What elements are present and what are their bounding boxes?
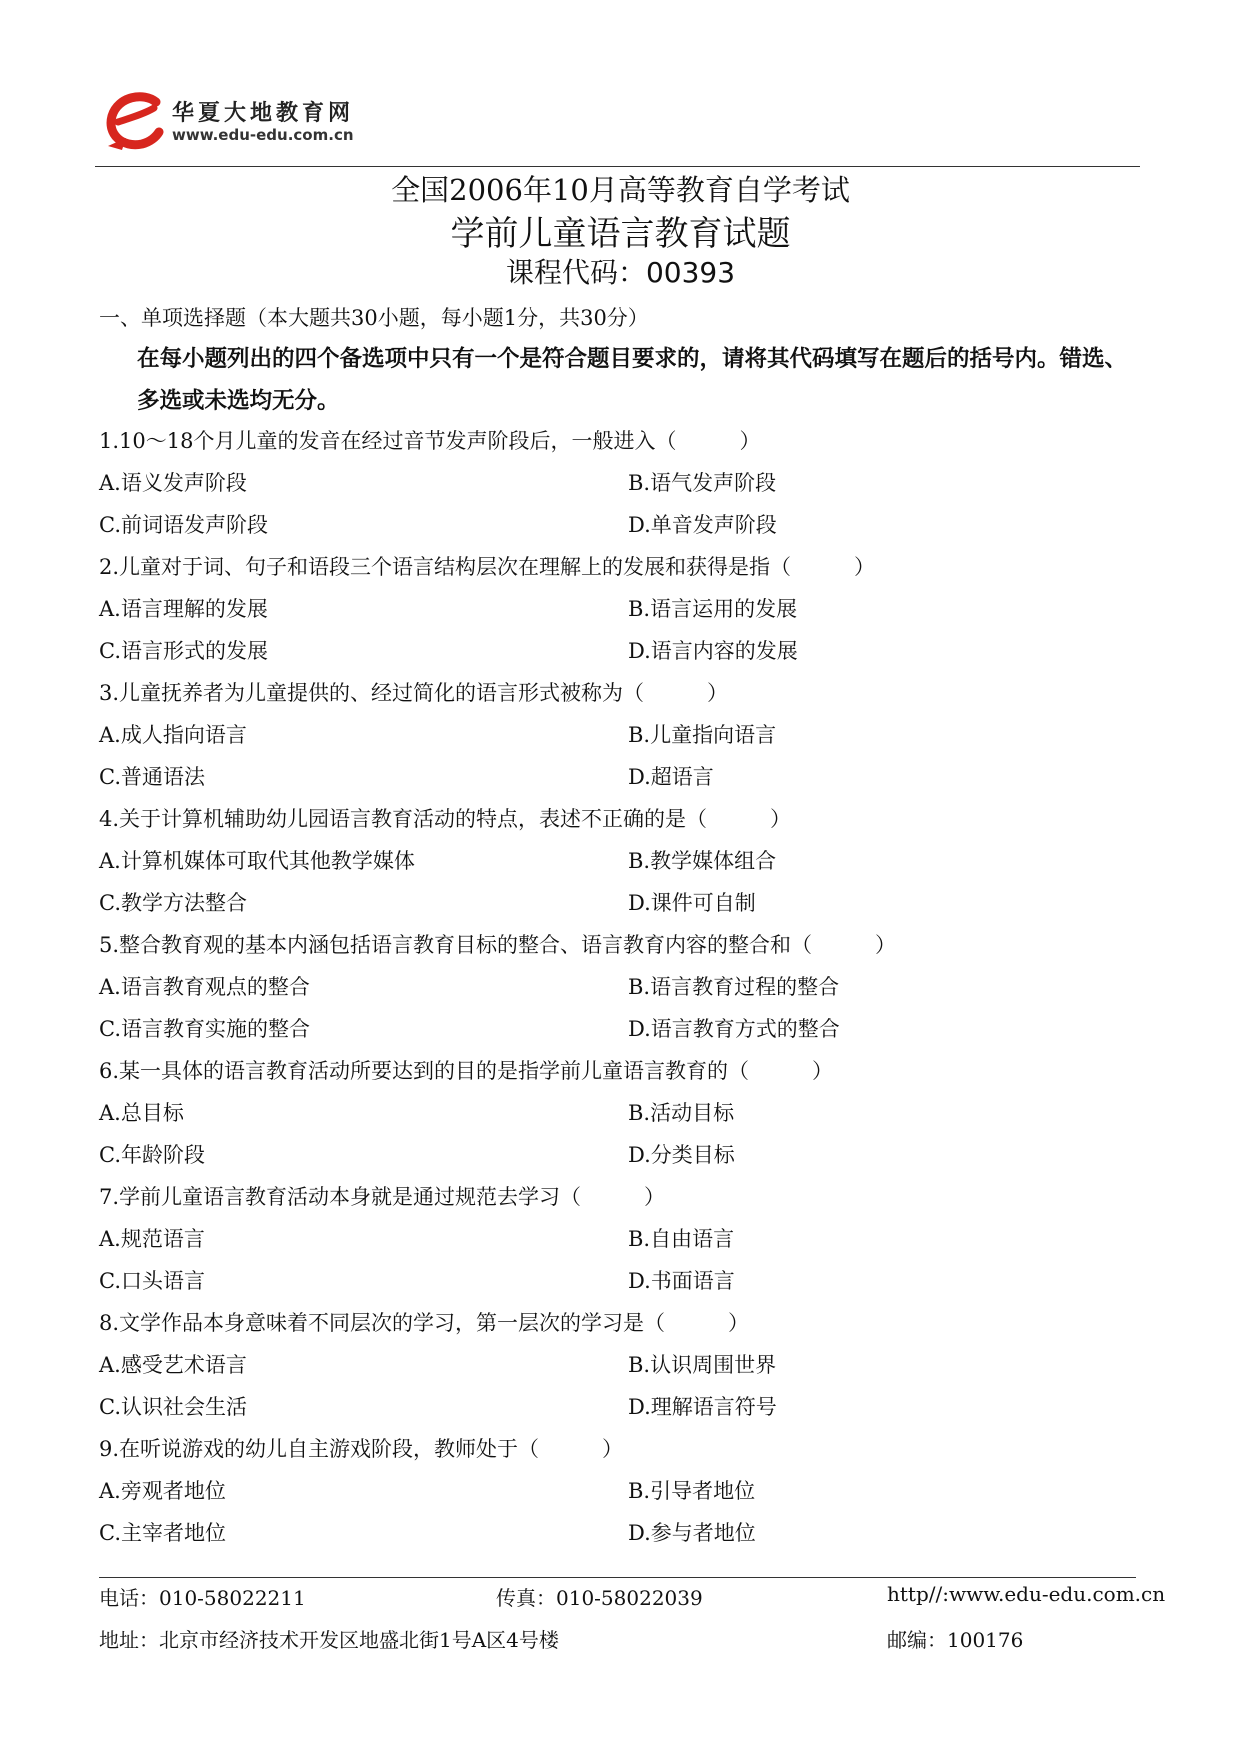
option-d: D.单音发声阶段 xyxy=(628,513,777,537)
option-row xyxy=(99,840,1139,882)
question-item xyxy=(99,672,1139,798)
option-b: B.自由语言 xyxy=(628,1227,735,1251)
option-a: A.语言教育观点的整合 xyxy=(99,975,310,999)
option-d: D.语言内容的发展 xyxy=(628,639,798,663)
question-stem: 3.儿童抚养者为儿童提供的、经过简化的语言形式被称为（ ） xyxy=(99,681,729,705)
question-stem: 1.10～18个月儿童的发音在经过音节发声阶段后，一般进入（ ） xyxy=(99,429,761,453)
option-b: B.引导者地位 xyxy=(628,1479,756,1503)
course-code: 课程代码：00393 xyxy=(505,256,736,289)
option-row xyxy=(99,1512,1139,1554)
option-row xyxy=(99,1260,1139,1302)
option-d: D.理解语言符号 xyxy=(628,1395,777,1419)
footer-fax: 传真：010-58022039 xyxy=(496,1586,703,1610)
option-row xyxy=(99,504,1139,546)
option-row xyxy=(99,714,1139,756)
option-c: C.语言形式的发展 xyxy=(99,639,268,663)
site-logo xyxy=(104,90,404,154)
footer-url: http//:www.edu-edu.com.cn xyxy=(887,1582,1166,1606)
option-b: B.语言教育过程的整合 xyxy=(628,975,840,999)
option-a: A.计算机媒体可取代其他教学媒体 xyxy=(99,849,415,873)
option-c: C.普通语法 xyxy=(99,765,205,789)
option-d: D.语言教育方式的整合 xyxy=(628,1017,840,1041)
footer-divider xyxy=(99,1577,1136,1578)
option-b: B.认识周围世界 xyxy=(628,1353,777,1377)
question-item xyxy=(99,1302,1139,1428)
paper-title: 学前儿童语言教育试题 xyxy=(450,214,791,254)
question-stem: 2.儿童对于词、句子和语段三个语言结构层次在理解上的发展和获得是指（ ） xyxy=(99,555,876,579)
option-a: A.旁观者地位 xyxy=(99,1479,226,1503)
option-c: C.主宰者地位 xyxy=(99,1521,226,1545)
option-a: A.感受艺术语言 xyxy=(99,1353,247,1377)
header-divider xyxy=(95,166,1140,167)
question-item xyxy=(99,420,1139,546)
option-d: D.超语言 xyxy=(628,765,714,789)
logo-site-url: www.edu-edu.com.cn xyxy=(172,126,354,144)
option-a: A.总目标 xyxy=(99,1101,184,1125)
option-b: B.语言运用的发展 xyxy=(628,597,798,621)
footer-address: 地址：北京市经济技术开发区地盛北街1号A区4号楼 xyxy=(99,1628,559,1652)
option-row xyxy=(99,1092,1139,1134)
option-row xyxy=(99,756,1139,798)
option-a: A.语义发声阶段 xyxy=(99,471,247,495)
option-row xyxy=(99,630,1139,672)
option-d: D.参与者地位 xyxy=(628,1521,756,1545)
option-a: A.规范语言 xyxy=(99,1227,205,1251)
question-stem: 6.某一具体的语言教育活动所要达到的目的是指学前儿童语言教育的（ ） xyxy=(99,1059,834,1083)
option-d: D.分类目标 xyxy=(628,1143,735,1167)
question-item xyxy=(99,1050,1139,1176)
question-item xyxy=(99,1428,1139,1554)
option-row xyxy=(99,588,1139,630)
option-row xyxy=(99,1218,1139,1260)
question-stem: 5.整合教育观的基本内涵包括语言教育目标的整合、语言教育内容的整合和（ ） xyxy=(99,933,897,957)
option-c: C.语言教育实施的整合 xyxy=(99,1017,310,1041)
option-d: D.书面语言 xyxy=(628,1269,735,1293)
option-c: C.口头语言 xyxy=(99,1269,205,1293)
logo-e-icon xyxy=(104,90,168,154)
option-row xyxy=(99,1344,1139,1386)
option-c: C.教学方法整合 xyxy=(99,891,247,915)
footer-zip: 邮编：100176 xyxy=(887,1628,1024,1652)
question-list xyxy=(99,420,1139,1554)
question-stem: 4.关于计算机辅助幼儿园语言教育活动的特点，表述不正确的是（ ） xyxy=(99,807,792,831)
option-a: A.语言理解的发展 xyxy=(99,597,268,621)
option-c: C.认识社会生活 xyxy=(99,1395,247,1419)
option-row xyxy=(99,1008,1139,1050)
option-row xyxy=(99,1134,1139,1176)
question-stem: 7.学前儿童语言教育活动本身就是通过规范去学习（ ） xyxy=(99,1185,666,1209)
question-item xyxy=(99,924,1139,1050)
option-b: B.儿童指向语言 xyxy=(628,723,777,747)
option-b: B.活动目标 xyxy=(628,1101,735,1125)
section-heading: 一、单项选择题（本大题共30小题，每小题1分，共30分） xyxy=(99,306,649,330)
option-row xyxy=(99,1470,1139,1512)
logo-site-name: 华夏大地教育网 xyxy=(172,101,355,126)
question-stem: 8.文学作品本身意味着不同层次的学习，第一层次的学习是（ ） xyxy=(99,1311,750,1335)
option-c: C.年龄阶段 xyxy=(99,1143,205,1167)
option-a: A.成人指向语言 xyxy=(99,723,247,747)
question-item xyxy=(99,798,1139,924)
option-b: B.语气发声阶段 xyxy=(628,471,777,495)
question-item xyxy=(99,546,1139,672)
option-row xyxy=(99,966,1139,1008)
option-row xyxy=(99,1386,1139,1428)
footer-phone: 电话：010-58022211 xyxy=(99,1586,306,1610)
question-item xyxy=(99,1176,1139,1302)
option-b: B.教学媒体组合 xyxy=(628,849,777,873)
option-d: D.课件可自制 xyxy=(628,891,756,915)
exam-title: 全国2006年10月高等教育自学考试 xyxy=(391,173,850,207)
option-c: C.前词语发声阶段 xyxy=(99,513,268,537)
section-instruction: 在每小题列出的四个备选项中只有一个是符合题目要求的，请将其代码填写在题后的括号内。错选、多选或未选均无分。 xyxy=(137,346,1128,414)
question-stem: 9.在听说游戏的幼儿自主游戏阶段，教师处于（ ） xyxy=(99,1437,624,1461)
option-row xyxy=(99,462,1139,504)
option-row xyxy=(99,882,1139,924)
